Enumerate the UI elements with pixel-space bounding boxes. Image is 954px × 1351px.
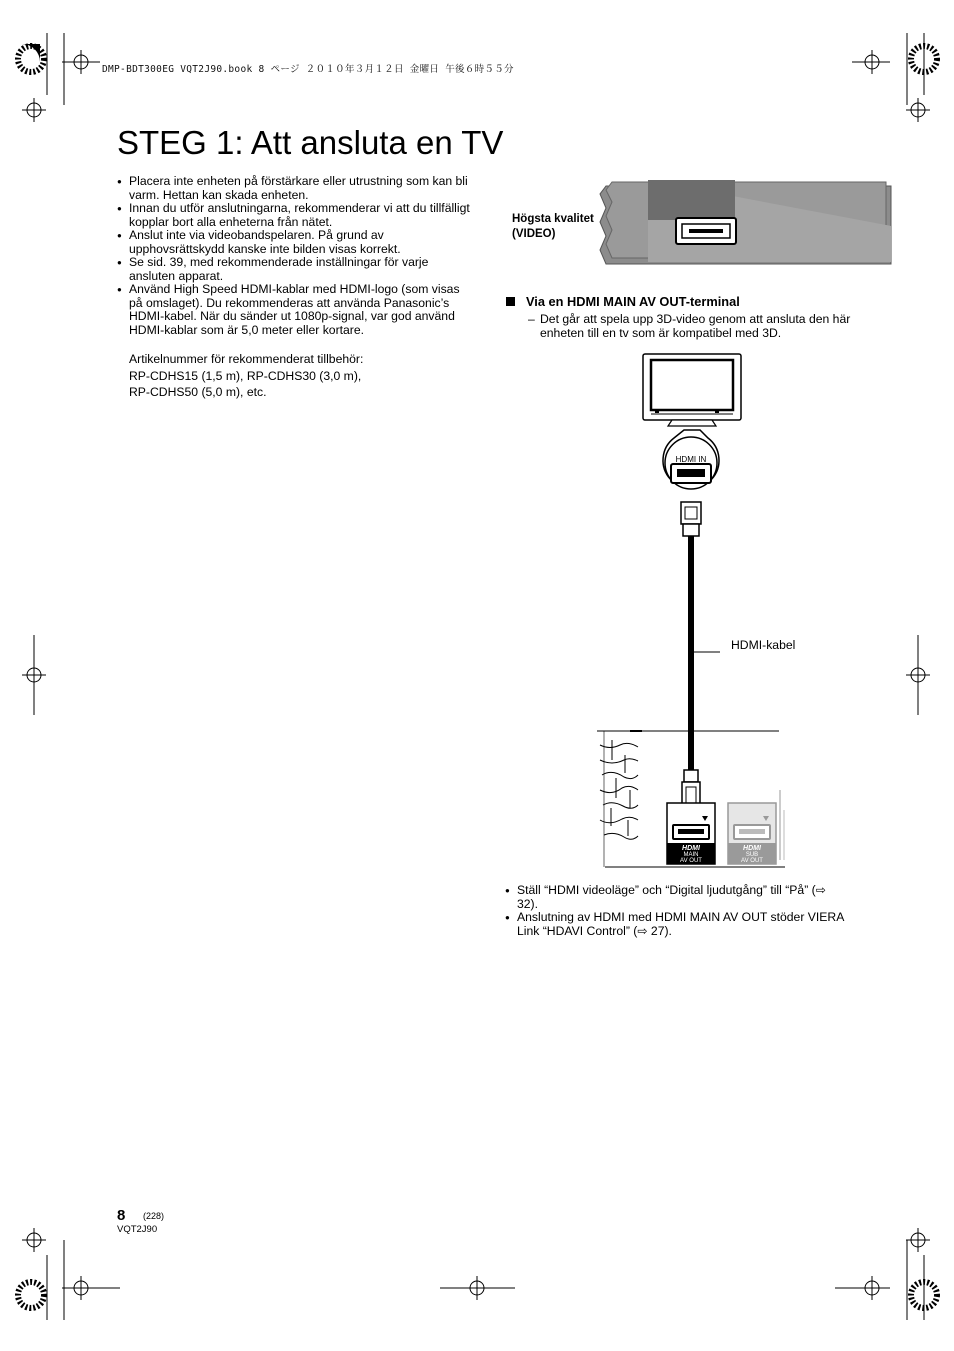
sub-port-label: AV OUT [741, 858, 763, 864]
page-ref: (228) [143, 1211, 165, 1221]
quality-label-line: Högsta kvalitet [512, 213, 594, 225]
page-title: STEG 1: Att ansluta en TV [117, 124, 504, 161]
notes-list [505, 884, 845, 938]
accessory-line: RP-CDHS50 (5,0 m), etc. [129, 385, 267, 399]
list-item: ● Innan du utför anslutningarna, rekommenderar vi att du tillfälligt kopplar bort alla enheterna från nätet. [117, 202, 475, 229]
page-number: 8 [117, 1207, 126, 1224]
doc-code: VQT2J90 [117, 1224, 158, 1235]
sub-port-label: SUB [745, 852, 759, 858]
list-item: ● Ställ “HDMI videoläge” och “Digital ljudutgång” till “På” (⇨ 32). [505, 884, 845, 911]
print-header: DMP-BDT300EG VQT2J90.book 8 ページ ２０１０年３月１２日 金曜日 午後６時５５分 [102, 64, 514, 75]
accessory-line: RP-CDHS15 (1,5 m), RP-CDHS30 (3,0 m), [129, 368, 362, 383]
list-item: ● Anslutning av HDMI med HDMI MAIN AV OUT stöder VIERA Link “HDAVI Control” (⇨ 27). [505, 911, 845, 938]
sub-port-logo: HDMI [743, 845, 761, 852]
accessory-heading: Artikelnummer för rekommenderat tillbehör: [129, 352, 364, 366]
list-item: ● Anslut inte via videobandspelaren. På grund av upphovsrättskydd kanske inte bilden visas korrekt. [117, 229, 475, 256]
vent-pattern [600, 740, 638, 839]
list-item: ● Placera inte enheten på förstärkare eller utrustning som kan bli varm. Hettan kan skada enheten. [117, 175, 475, 202]
section-heading-text: Via en HDMI MAIN AV OUT-terminal [526, 294, 740, 309]
section-note-text: Det går att spela upp 3D-video genom att ansluta den här enheten till en tv som är kompatibel med 3D. [540, 312, 851, 340]
main-port-label: MAIN [683, 852, 699, 858]
main-port-label: AV OUT [680, 858, 702, 864]
tv-icon [643, 354, 741, 426]
cable-label: HDMI-kabel [731, 638, 796, 652]
hdmi-in-label: HDMI IN [675, 455, 707, 464]
main-port-logo: HDMI [682, 845, 700, 852]
quality-label-line: (VIDEO) [512, 228, 556, 240]
dash-icon: – [528, 312, 535, 326]
list-item: ● Använd High Speed HDMI-kablar med HDMI-logo (som visas på omslaget). Du rekommenderas att använda Panasonic’s HDMI-kabel. När du sänder ut 1080p-signal, var god använd HDMI-kablar som är 5,0 meter eller kortare. [117, 283, 475, 337]
list-item: ● Se sid. 39, med rekommenderade inställningar för varje ansluten apparat. [117, 256, 475, 283]
